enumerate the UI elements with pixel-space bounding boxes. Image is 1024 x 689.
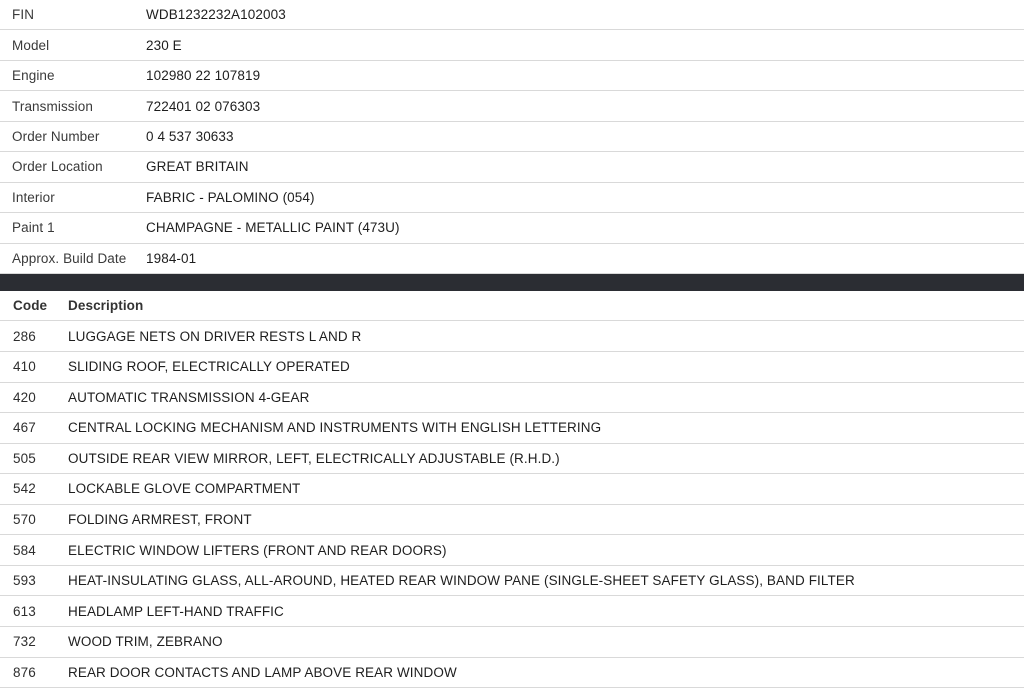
- description-cell: ELECTRIC WINDOW LIFTERS (FRONT AND REAR DOORS): [68, 542, 447, 558]
- code-cell: 613: [13, 603, 36, 619]
- description-cell: OUTSIDE REAR VIEW MIRROR, LEFT, ELECTRICALLY ADJUSTABLE (R.H.D.): [68, 450, 560, 466]
- code-cell: 410: [13, 359, 36, 375]
- code-cell: 732: [13, 634, 36, 650]
- code-row: [0, 321, 1024, 352]
- spec-row-order-location: [0, 152, 1024, 182]
- spec-value-model: 230 E: [146, 37, 182, 53]
- codes-table-header-row: [0, 291, 1024, 322]
- spec-label: Paint 1: [12, 220, 55, 236]
- spec-value-build-date: 1984-01: [146, 250, 197, 266]
- spec-value-engine: 102980 22 107819: [146, 68, 261, 84]
- code-row: [0, 474, 1024, 505]
- code-row: [0, 352, 1024, 383]
- description-cell: AUTOMATIC TRANSMISSION 4-GEAR: [68, 389, 310, 405]
- spec-row-build-date: [0, 244, 1024, 274]
- spec-label: Approx. Build Date: [12, 250, 127, 266]
- spec-label: Order Location: [12, 159, 103, 175]
- code-cell: 876: [13, 664, 36, 680]
- code-row: [0, 383, 1024, 414]
- description-cell: CENTRAL LOCKING MECHANISM AND INSTRUMENTS WITH ENGLISH LETTERING: [68, 420, 602, 436]
- spec-value-interior: FABRIC - PALOMINO (054): [146, 189, 315, 205]
- vehicle-spec-table: [0, 0, 1024, 274]
- spec-value-order-number: 0 4 537 30633: [146, 128, 234, 144]
- code-row: [0, 658, 1024, 689]
- spec-row-fin: [0, 0, 1024, 30]
- description-cell: REAR DOOR CONTACTS AND LAMP ABOVE REAR WINDOW: [68, 664, 457, 680]
- spec-value-paint: CHAMPAGNE - METALLIC PAINT (473U): [146, 220, 400, 236]
- spec-value-fin: WDB1232232A102003: [146, 7, 286, 23]
- description-cell: WOOD TRIM, ZEBRANO: [68, 634, 223, 650]
- description-cell: HEADLAMP LEFT-HAND TRAFFIC: [68, 603, 284, 619]
- code-column-header: Code: [13, 298, 48, 314]
- spec-label: Interior: [12, 189, 55, 205]
- spec-row-engine: [0, 61, 1024, 91]
- code-cell: 467: [13, 420, 36, 436]
- description-cell: FOLDING ARMREST, FRONT: [68, 512, 252, 528]
- code-row: [0, 627, 1024, 658]
- spec-label: Engine: [12, 68, 55, 84]
- description-column-header: Description: [68, 298, 144, 314]
- code-cell: 570: [13, 512, 36, 528]
- spec-row-order-number: [0, 122, 1024, 152]
- code-cell: 505: [13, 450, 36, 466]
- description-cell: SLIDING ROOF, ELECTRICALLY OPERATED: [68, 359, 350, 375]
- code-row: [0, 505, 1024, 536]
- code-cell: 584: [13, 542, 36, 558]
- spec-row-transmission: [0, 91, 1024, 121]
- spec-row-model: [0, 30, 1024, 60]
- spec-row-paint: [0, 213, 1024, 243]
- description-cell: LUGGAGE NETS ON DRIVER RESTS L AND R: [68, 328, 362, 344]
- code-row: [0, 413, 1024, 444]
- code-row: [0, 444, 1024, 475]
- code-row: [0, 566, 1024, 597]
- code-cell: 542: [13, 481, 36, 497]
- spec-label: Model: [12, 37, 50, 53]
- spec-value-order-location: GREAT BRITAIN: [146, 159, 249, 175]
- code-cell: 286: [13, 328, 36, 344]
- spec-label: Order Number: [12, 128, 100, 144]
- description-cell: HEAT-INSULATING GLASS, ALL-AROUND, HEATED REAR WINDOW PANE (SINGLE-SHEET SAFETY GLASS), BAND FILTER: [68, 573, 855, 589]
- code-cell: 420: [13, 389, 36, 405]
- spec-value-transmission: 722401 02 076303: [146, 98, 261, 114]
- code-row: [0, 535, 1024, 566]
- spec-label: Transmission: [12, 98, 93, 114]
- equipment-codes-table: [0, 291, 1024, 688]
- spec-row-interior: [0, 183, 1024, 213]
- section-divider-bar: [0, 274, 1024, 291]
- code-cell: 593: [13, 573, 36, 589]
- spec-label: FIN: [12, 7, 35, 23]
- code-row: [0, 596, 1024, 627]
- description-cell: LOCKABLE GLOVE COMPARTMENT: [68, 481, 301, 497]
